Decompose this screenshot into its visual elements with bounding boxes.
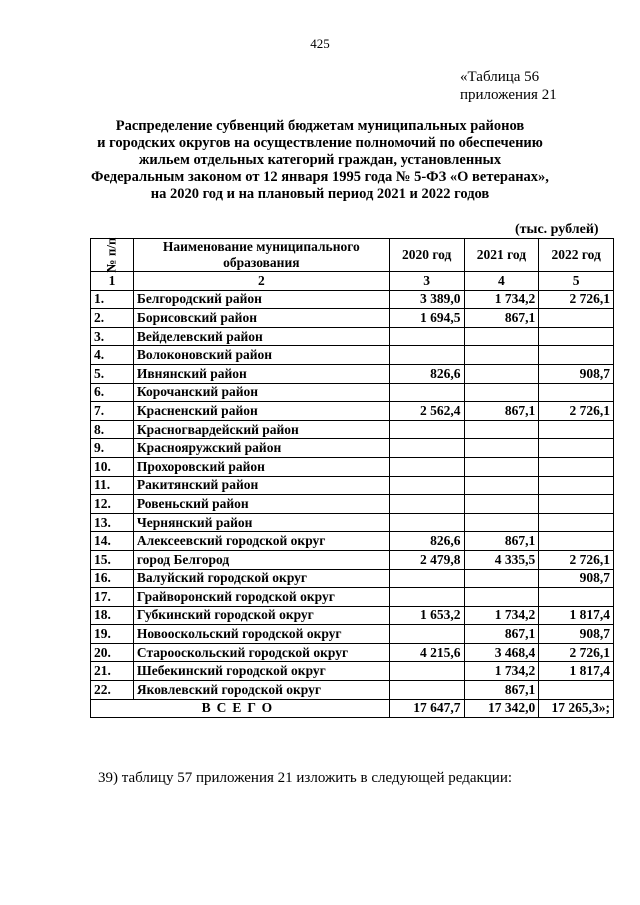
row-number: 4. bbox=[91, 346, 134, 365]
table-row bbox=[91, 346, 614, 365]
row-value-2022 bbox=[539, 346, 614, 365]
table-row bbox=[91, 439, 614, 458]
row-value-2020: 3 389,0 bbox=[389, 290, 464, 309]
column-number: 2 bbox=[133, 272, 389, 291]
row-number: 6. bbox=[91, 383, 134, 402]
row-value-2022 bbox=[539, 513, 614, 532]
row-name: Ровеньский район bbox=[133, 495, 389, 514]
total-label: ВСЕГО bbox=[91, 699, 390, 718]
row-name: Чернянский район bbox=[133, 513, 389, 532]
row-value-2021: 1 734,2 bbox=[464, 606, 539, 625]
row-value-2020 bbox=[389, 346, 464, 365]
title-line: Федеральным законом от 12 января 1995 года № 5-ФЗ «О ветеранах», bbox=[91, 169, 549, 185]
row-value-2021 bbox=[464, 439, 539, 458]
row-name: Шебекинский городской округ bbox=[133, 662, 389, 681]
row-value-2021 bbox=[464, 513, 539, 532]
row-value-2021 bbox=[464, 364, 539, 383]
row-value-2020 bbox=[389, 513, 464, 532]
header-2022: 2022 год bbox=[539, 239, 614, 272]
total-row bbox=[91, 699, 614, 718]
row-value-2021 bbox=[464, 420, 539, 439]
row-value-2020 bbox=[389, 662, 464, 681]
table-row bbox=[91, 364, 614, 383]
units-label: (тыс. рублей) bbox=[515, 222, 599, 237]
row-value-2022: 908,7 bbox=[539, 569, 614, 588]
row-value-2020 bbox=[389, 495, 464, 514]
row-number: 19. bbox=[91, 625, 134, 644]
row-value-2020: 1 694,5 bbox=[389, 309, 464, 328]
row-value-2021 bbox=[464, 495, 539, 514]
row-name: Краснояружский район bbox=[133, 439, 389, 458]
table-row bbox=[91, 569, 614, 588]
footer-instruction: 39) таблицу 57 приложения 21 изложить в следующей редакции: bbox=[98, 770, 513, 786]
row-value-2021 bbox=[464, 588, 539, 607]
row-number: 18. bbox=[91, 606, 134, 625]
row-value-2020 bbox=[389, 569, 464, 588]
table-row bbox=[91, 309, 614, 328]
row-value-2020: 4 215,6 bbox=[389, 643, 464, 662]
row-value-2022: 908,7 bbox=[539, 364, 614, 383]
row-value-2022: 2 726,1 bbox=[539, 290, 614, 309]
row-value-2022 bbox=[539, 309, 614, 328]
title-line: жильем отдельных категорий граждан, установленных bbox=[138, 152, 502, 168]
row-number: 1. bbox=[91, 290, 134, 309]
row-value-2022 bbox=[539, 495, 614, 514]
row-value-2021 bbox=[464, 569, 539, 588]
header-name-line2: образования bbox=[223, 255, 300, 270]
row-name: Красногвардейский район bbox=[133, 420, 389, 439]
row-value-2022 bbox=[539, 681, 614, 700]
row-number: 14. bbox=[91, 532, 134, 551]
row-name: Губкинский городской округ bbox=[133, 606, 389, 625]
table-row bbox=[91, 420, 614, 439]
row-value-2020 bbox=[389, 383, 464, 402]
row-number: 10. bbox=[91, 457, 134, 476]
column-number: 1 bbox=[91, 272, 134, 291]
row-value-2021: 867,1 bbox=[464, 625, 539, 644]
row-value-2022: 2 726,1 bbox=[539, 550, 614, 569]
table-row bbox=[91, 681, 614, 700]
table-row bbox=[91, 606, 614, 625]
row-value-2022 bbox=[539, 457, 614, 476]
table-row bbox=[91, 402, 614, 421]
row-number: 5. bbox=[91, 364, 134, 383]
title-line: и городских округов на осуществление полномочий по обеспечению bbox=[97, 135, 543, 151]
row-value-2022: 908,7 bbox=[539, 625, 614, 644]
table-row bbox=[91, 625, 614, 644]
row-value-2020 bbox=[389, 457, 464, 476]
row-name: Валуйский городской округ bbox=[133, 569, 389, 588]
header-name-line1: Наименование муниципального bbox=[162, 239, 360, 254]
row-number: 9. bbox=[91, 439, 134, 458]
row-value-2020 bbox=[389, 420, 464, 439]
row-value-2020 bbox=[389, 681, 464, 700]
row-value-2022 bbox=[539, 588, 614, 607]
row-value-2022 bbox=[539, 383, 614, 402]
table-row bbox=[91, 550, 614, 569]
column-number: 5 bbox=[539, 272, 614, 291]
row-name: Волоконовский район bbox=[133, 346, 389, 365]
total-2021: 17 342,0 bbox=[464, 699, 539, 718]
table-reference-line1: «Таблица 56 bbox=[460, 69, 540, 85]
row-number: 3. bbox=[91, 327, 134, 346]
row-name: Корочанский район bbox=[133, 383, 389, 402]
column-number-row bbox=[91, 272, 614, 291]
row-value-2021: 1 734,2 bbox=[464, 290, 539, 309]
table-row bbox=[91, 495, 614, 514]
document-title bbox=[80, 118, 560, 203]
row-name: Алексеевский городской округ bbox=[133, 532, 389, 551]
row-name: Ивнянский район bbox=[133, 364, 389, 383]
total-2022: 17 265,3»; bbox=[539, 699, 614, 718]
table-row bbox=[91, 383, 614, 402]
row-number: 2. bbox=[91, 309, 134, 328]
row-value-2021 bbox=[464, 476, 539, 495]
column-number: 3 bbox=[389, 272, 464, 291]
row-number: 22. bbox=[91, 681, 134, 700]
row-number: 8. bbox=[91, 420, 134, 439]
row-number: 20. bbox=[91, 643, 134, 662]
row-value-2022 bbox=[539, 420, 614, 439]
page-number: 425 bbox=[310, 36, 330, 51]
row-value-2020: 1 653,2 bbox=[389, 606, 464, 625]
row-name: Новооскольский городской округ bbox=[133, 625, 389, 644]
row-number: 7. bbox=[91, 402, 134, 421]
row-value-2022: 2 726,1 bbox=[539, 643, 614, 662]
row-number: 11. bbox=[91, 476, 134, 495]
row-value-2021: 867,1 bbox=[464, 309, 539, 328]
row-value-2021: 1 734,2 bbox=[464, 662, 539, 681]
table-row bbox=[91, 457, 614, 476]
row-value-2020: 826,6 bbox=[389, 532, 464, 551]
row-name: Вейделевский район bbox=[133, 327, 389, 346]
table-reference-line2: приложения 21 bbox=[460, 87, 557, 103]
row-value-2020: 2 562,4 bbox=[389, 402, 464, 421]
table-row bbox=[91, 588, 614, 607]
header-2020: 2020 год bbox=[389, 239, 464, 272]
row-value-2022: 1 817,4 bbox=[539, 662, 614, 681]
row-name: Прохоровский район bbox=[133, 457, 389, 476]
table-row bbox=[91, 532, 614, 551]
row-name: Грайворонский городской округ bbox=[133, 588, 389, 607]
row-value-2022 bbox=[539, 439, 614, 458]
header-name bbox=[133, 239, 389, 272]
row-name: Борисовский район bbox=[133, 309, 389, 328]
row-value-2022: 1 817,4 bbox=[539, 606, 614, 625]
row-value-2021 bbox=[464, 457, 539, 476]
row-number: 15. bbox=[91, 550, 134, 569]
row-number: 21. bbox=[91, 662, 134, 681]
row-number: 13. bbox=[91, 513, 134, 532]
header-number-text: № п/п bbox=[103, 237, 119, 273]
row-number: 17. bbox=[91, 588, 134, 607]
row-value-2020: 826,6 bbox=[389, 364, 464, 383]
table-row bbox=[91, 476, 614, 495]
row-number: 12. bbox=[91, 495, 134, 514]
row-name: Красненский район bbox=[133, 402, 389, 421]
row-name: Яковлевский городской округ bbox=[133, 681, 389, 700]
row-name: Белгородский район bbox=[133, 290, 389, 309]
row-value-2020 bbox=[389, 625, 464, 644]
row-value-2021 bbox=[464, 346, 539, 365]
table-reference bbox=[460, 68, 557, 104]
row-value-2022 bbox=[539, 327, 614, 346]
row-value-2020: 2 479,8 bbox=[389, 550, 464, 569]
row-value-2021: 867,1 bbox=[464, 402, 539, 421]
row-value-2020 bbox=[389, 327, 464, 346]
row-value-2022 bbox=[539, 532, 614, 551]
row-name: город Белгород bbox=[133, 550, 389, 569]
title-line: на 2020 год и на плановый период 2021 и 2022 годов bbox=[150, 186, 490, 202]
subvention-table bbox=[90, 238, 614, 718]
table-row bbox=[91, 290, 614, 309]
column-number: 4 bbox=[464, 272, 539, 291]
header-2021: 2021 год bbox=[464, 239, 539, 272]
table-header-row bbox=[91, 239, 614, 272]
row-value-2020 bbox=[389, 439, 464, 458]
row-name: Старооскольский городской округ bbox=[133, 643, 389, 662]
table-row bbox=[91, 513, 614, 532]
row-value-2022: 2 726,1 bbox=[539, 402, 614, 421]
row-number: 16. bbox=[91, 569, 134, 588]
row-value-2020 bbox=[389, 588, 464, 607]
header-number bbox=[91, 239, 134, 272]
row-value-2021: 867,1 bbox=[464, 532, 539, 551]
row-value-2021 bbox=[464, 383, 539, 402]
row-value-2021 bbox=[464, 327, 539, 346]
table-body bbox=[91, 290, 614, 699]
row-value-2021: 867,1 bbox=[464, 681, 539, 700]
row-name: Ракитянский район bbox=[133, 476, 389, 495]
row-value-2021: 4 335,5 bbox=[464, 550, 539, 569]
row-value-2022 bbox=[539, 476, 614, 495]
table-row bbox=[91, 643, 614, 662]
total-2020: 17 647,7 bbox=[389, 699, 464, 718]
table-row bbox=[91, 327, 614, 346]
row-value-2020 bbox=[389, 476, 464, 495]
title-line: Распределение субвенций бюджетам муниципальных районов bbox=[115, 118, 525, 134]
table-row bbox=[91, 662, 614, 681]
row-value-2021: 3 468,4 bbox=[464, 643, 539, 662]
